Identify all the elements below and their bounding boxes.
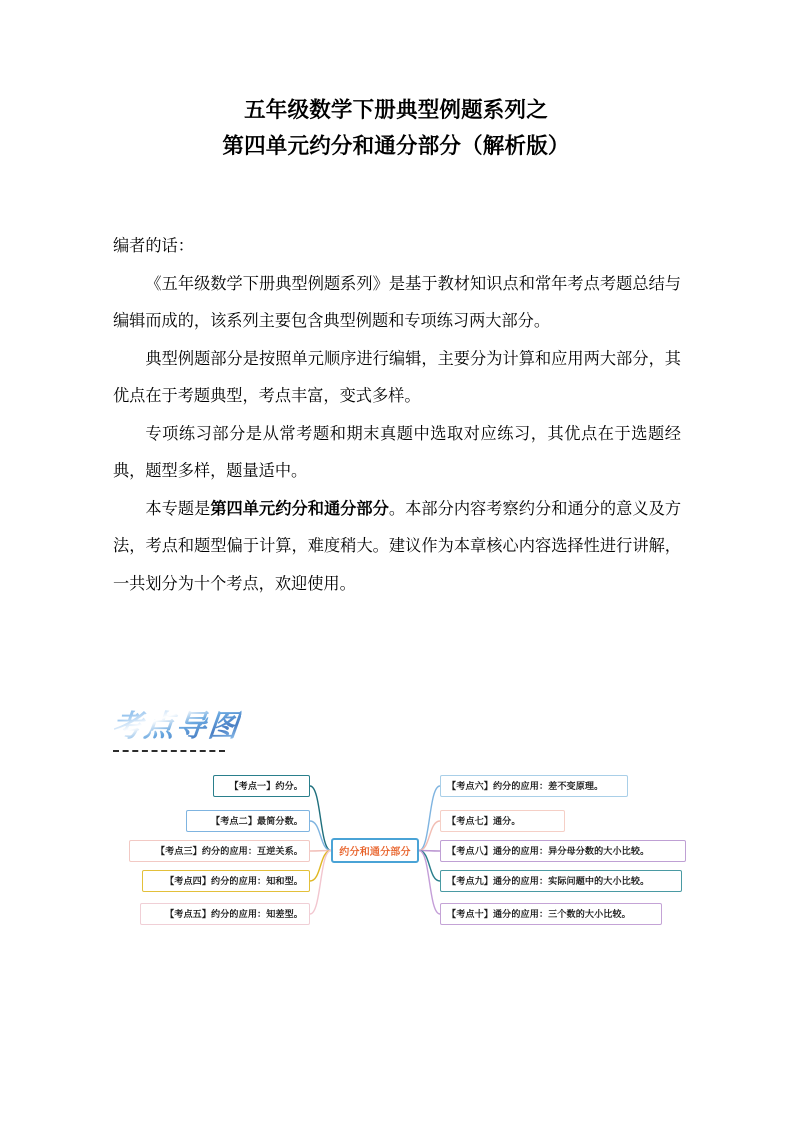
mindmap-node-label: 【考点七】通分。 xyxy=(447,816,521,826)
paragraph-2: 典型例题部分是按照单元顺序进行编辑，主要分为计算和应用两大部分，其优点在于考题典型，考点丰富，变式多样。 xyxy=(113,349,681,405)
mindmap-node-left-2[interactable] xyxy=(186,810,310,832)
mindmap-node-label: 【考点九】通分的应用：实际问题中的大小比较。 xyxy=(447,876,650,886)
mindmap-connector xyxy=(310,786,331,851)
mindmap-node-label: 【考点一】约分。 xyxy=(229,781,303,791)
final-prefix: 本专题是 xyxy=(145,499,211,518)
final-bold-topic: 第四单元约分和通分部分 xyxy=(210,499,389,518)
mindmap-node-left-4[interactable] xyxy=(142,870,310,892)
final-suffix: 。本部分内容考察约分和通分的意义及方法，考点和题型偏于计算，难度稍大。建议作为本章核心内容选择性进行讲解，一共划分为十个考点，欢迎使用。 xyxy=(113,499,682,593)
mindmap-node-label: 【考点四】约分的应用：知和型。 xyxy=(165,876,303,886)
mindmap-node-label: 【考点八】通分的应用：异分母分数的大小比较。 xyxy=(447,846,650,856)
mindmap-node-right-2[interactable] xyxy=(440,810,565,832)
mindmap-connector xyxy=(310,821,331,851)
mindmap-node-left-3[interactable] xyxy=(129,840,310,862)
mindmap-connector xyxy=(419,786,440,851)
mindmap-node-right-5[interactable] xyxy=(440,903,662,925)
paragraph-1: 《五年级数学下册典型例题系列》是基于教材知识点和常年考点考题总结与编辑而成的，该系列主要包含典型例题和专项练习两大部分。 xyxy=(113,274,681,330)
mindmap-node-label: 【考点五】约分的应用：知差型。 xyxy=(165,909,303,919)
title-line-2: 第四单元约分和通分部分（解析版） xyxy=(222,134,570,158)
mindmap-node-left-5[interactable] xyxy=(140,903,310,925)
mindmap-section-heading xyxy=(112,706,242,758)
mindmap-node-label: 【考点十】通分的应用：三个数的大小比较。 xyxy=(447,909,631,919)
mindmap-node-right-3[interactable] xyxy=(440,840,686,862)
mindmap-connector xyxy=(419,851,440,882)
mindmap-node-right-1[interactable] xyxy=(440,775,628,797)
document-body xyxy=(113,228,681,603)
mindmap-connector xyxy=(419,851,440,915)
mindmap-center-label: 约分和通分部分 xyxy=(339,847,411,858)
mindmap-section-heading-text: 考点导图 xyxy=(110,706,242,748)
mindmap-node-label: 【考点三】约分的应用：互逆关系。 xyxy=(155,846,303,856)
mindmap-connector xyxy=(310,851,331,882)
heading-dashed-underline xyxy=(113,750,225,752)
mindmap-center-node[interactable] xyxy=(331,838,419,863)
mindmap-node-label: 【考点二】最简分数。 xyxy=(211,816,303,826)
title-line-1: 五年级数学下册典型例题系列之 xyxy=(244,98,548,122)
page-title xyxy=(96,92,696,164)
mindmap-connector xyxy=(310,851,331,915)
mindmap-node-right-4[interactable] xyxy=(440,870,682,892)
mindmap-connector xyxy=(419,821,440,851)
mindmap-node-left-1[interactable] xyxy=(213,775,310,797)
editor-note-label: 编者的话： xyxy=(113,237,194,255)
paragraph-4 xyxy=(113,491,681,604)
paragraph-3: 专项练习部分是从常考题和期末真题中选取对应练习，其优点在于选题经典，题型多样，题量适中。 xyxy=(113,424,681,480)
mindmap-node-label: 【考点六】约分的应用：差不变原理。 xyxy=(447,781,604,791)
mindmap xyxy=(0,762,793,942)
